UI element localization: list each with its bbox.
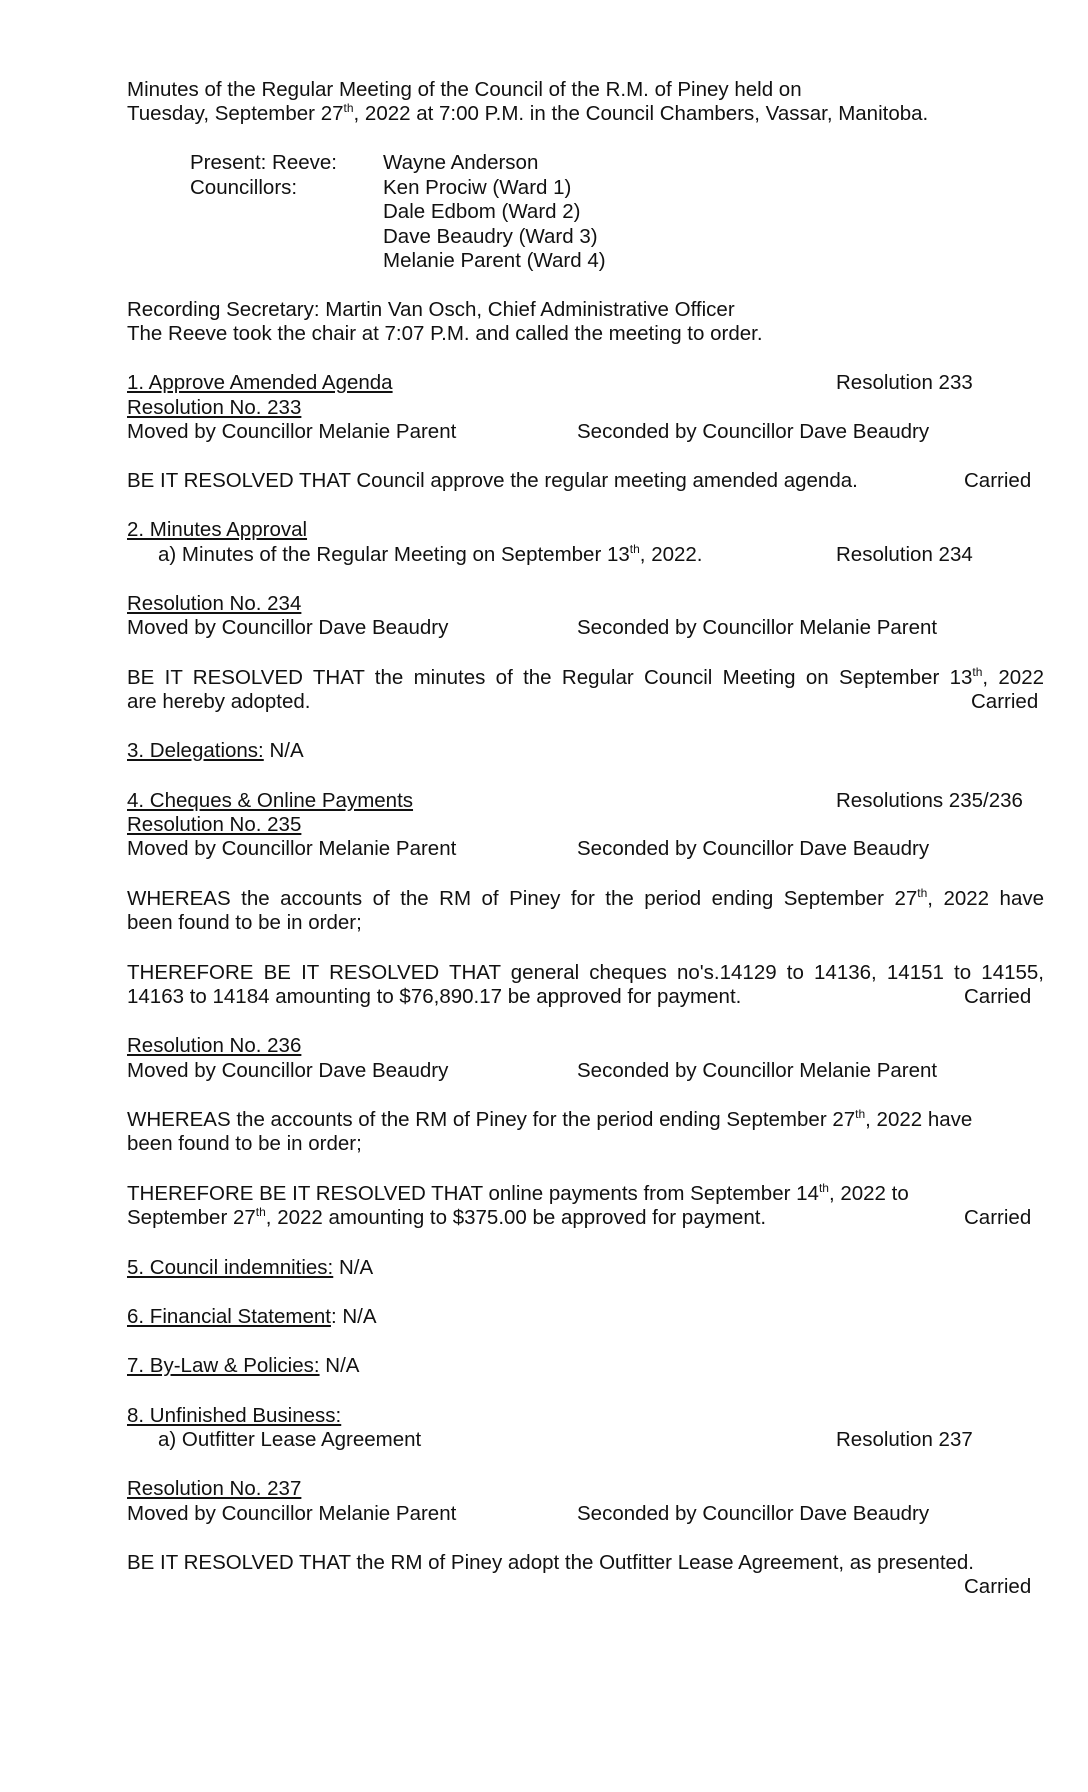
resolution-235-whereas-line-2: been found to be in order; bbox=[127, 911, 362, 934]
section-2-title: 2. Minutes Approval bbox=[127, 518, 308, 541]
header-line-2: Tuesday, September 27th, 2022 at 7:00 P.M. in the Council Chambers, Vassar, Manitoba. bbox=[127, 101, 929, 125]
resolution-235-text-line-2: 14163 to 14184 amounting to $76,890.17 be approved for payment. bbox=[127, 985, 742, 1008]
councillor-1: Ken Prociw (Ward 1) bbox=[383, 176, 572, 199]
resolution-236-whereas-line-1: WHEREAS the accounts of the RM of Piney for the period ending September 27th, 2022 have bbox=[127, 1107, 973, 1131]
recording-secretary: Recording Secretary: Martin Van Osch, Chief Administrative Officer bbox=[127, 298, 735, 321]
resolution-235-moved: Moved by Councillor Melanie Parent bbox=[127, 837, 457, 860]
resolution-233-seconded: Seconded by Councillor Dave Beaudry bbox=[577, 420, 930, 443]
section-8-item-a: a) Outfitter Lease Agreement bbox=[158, 1428, 422, 1451]
resolution-235-result: Carried bbox=[964, 985, 1032, 1008]
resolution-236-number: Resolution No. 236 bbox=[127, 1034, 302, 1057]
resolution-235-number: Resolution No. 235 bbox=[127, 813, 302, 836]
header-line-1: Minutes of the Regular Meeting of the Council of the R.M. of Piney held on bbox=[127, 78, 802, 101]
resolution-233-text: BE IT RESOLVED THAT Council approve the regular meeting amended agenda. bbox=[127, 469, 858, 492]
resolution-237-moved: Moved by Councillor Melanie Parent bbox=[127, 1502, 457, 1525]
resolution-236-text-line-2: September 27th, 2022 amounting to $375.00 be approved for payment. bbox=[127, 1205, 767, 1229]
section-6: 6. Financial Statement: N/A bbox=[127, 1305, 377, 1328]
resolution-236-text-line-1: THEREFORE BE IT RESOLVED THAT online payments from September 14th, 2022 to bbox=[127, 1181, 909, 1205]
resolution-235-text-line-1: THEREFORE BE IT RESOLVED THAT general cheques no's.14129 to 14136, 14151 to 14155, bbox=[127, 961, 1044, 984]
resolution-233-moved: Moved by Councillor Melanie Parent bbox=[127, 420, 457, 443]
resolution-236-moved: Moved by Councillor Dave Beaudry bbox=[127, 1059, 449, 1082]
councillors-label: Councillors: bbox=[190, 176, 298, 199]
resolution-236-whereas-line-2: been found to be in order; bbox=[127, 1132, 362, 1155]
resolution-234-seconded: Seconded by Councillor Melanie Parent bbox=[577, 616, 938, 639]
resolution-234-text-line-2: are hereby adopted. bbox=[127, 690, 311, 713]
councillor-4: Melanie Parent (Ward 4) bbox=[383, 249, 606, 272]
section-2-ref: Resolution 234 bbox=[836, 543, 973, 566]
section-1-ref: Resolution 233 bbox=[836, 371, 973, 394]
resolution-234-result: Carried bbox=[971, 690, 1039, 713]
section-5: 5. Council indemnities: N/A bbox=[127, 1256, 374, 1279]
reeve-name: Wayne Anderson bbox=[383, 151, 539, 174]
section-8-ref: Resolution 237 bbox=[836, 1428, 973, 1451]
chair-statement: The Reeve took the chair at 7:07 P.M. and called the meeting to order. bbox=[127, 322, 763, 345]
resolution-237-seconded: Seconded by Councillor Dave Beaudry bbox=[577, 1502, 930, 1525]
resolution-235-whereas-line-1: WHEREAS the accounts of the RM of Piney for the period ending September 27th, 2022 have bbox=[127, 886, 1044, 910]
resolution-234-text-line-1: BE IT RESOLVED THAT the minutes of the Regular Council Meeting on September 13th, 2022 bbox=[127, 665, 1044, 689]
section-4-title: 4. Cheques & Online Payments bbox=[127, 789, 414, 812]
resolution-234-number: Resolution No. 234 bbox=[127, 592, 302, 615]
resolution-233-number: Resolution No. 233 bbox=[127, 396, 302, 419]
resolution-235-seconded: Seconded by Councillor Dave Beaudry bbox=[577, 837, 930, 860]
resolution-236-result: Carried bbox=[964, 1206, 1032, 1229]
resolution-233-result: Carried bbox=[964, 469, 1032, 492]
section-1-title: 1. Approve Amended Agenda bbox=[127, 371, 393, 394]
section-4-ref: Resolutions 235/236 bbox=[836, 789, 1023, 812]
section-2-item-a: a) Minutes of the Regular Meeting on September 13th, 2022. bbox=[158, 542, 703, 566]
section-8-title: 8. Unfinished Business: bbox=[127, 1404, 342, 1427]
resolution-237-result: Carried bbox=[964, 1575, 1032, 1598]
councillor-2: Dale Edbom (Ward 2) bbox=[383, 200, 581, 223]
reeve-label: Present: Reeve: bbox=[190, 151, 337, 174]
resolution-237-text: BE IT RESOLVED THAT the RM of Piney adopt the Outfitter Lease Agreement, as presented. bbox=[127, 1551, 975, 1574]
section-3: 3. Delegations: N/A bbox=[127, 739, 304, 762]
resolution-236-seconded: Seconded by Councillor Melanie Parent bbox=[577, 1059, 938, 1082]
section-7: 7. By-Law & Policies: N/A bbox=[127, 1354, 360, 1377]
resolution-234-moved: Moved by Councillor Dave Beaudry bbox=[127, 616, 449, 639]
councillor-3: Dave Beaudry (Ward 3) bbox=[383, 225, 598, 248]
resolution-237-number: Resolution No. 237 bbox=[127, 1477, 302, 1500]
